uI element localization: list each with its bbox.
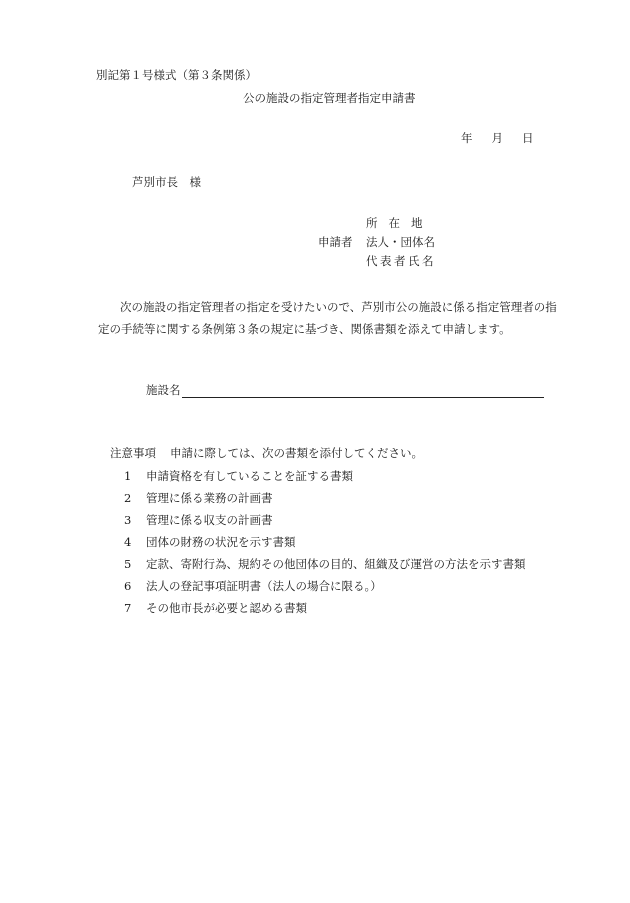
request-statement-line-1: 次の施設の指定管理者の指定を受けたいので、芦別市公の施設に係る指定管理者の指 bbox=[120, 300, 557, 314]
notes-intro: 申請に際しては、次の書類を添付してください。 bbox=[170, 446, 423, 460]
list-item: 7 その他市長が必要と認める書類 bbox=[124, 601, 307, 615]
list-item: 6 法人の登記事項証明書（法人の場合に限る。） bbox=[124, 579, 382, 593]
required-documents-list bbox=[110, 465, 526, 619]
list-item: 2 管理に係る業務の計画書 bbox=[124, 491, 273, 505]
list-item: 5 定款、寄附行為、規約その他団体の目的、組織及び運営の方法を示す書類 bbox=[124, 557, 526, 571]
applicant-lead-label: 申請者 bbox=[318, 234, 353, 249]
facility-name-field[interactable] bbox=[182, 383, 544, 398]
document-title: 公の施設の指定管理者指定申請書 bbox=[243, 91, 416, 105]
facility-name-row bbox=[146, 382, 544, 398]
applicant-address-row bbox=[318, 213, 436, 232]
addressee: 芦別市長 様 bbox=[132, 175, 201, 189]
address-label: 所在地 bbox=[366, 215, 434, 230]
list-item: 1 申請資格を有していることを証する書類 bbox=[124, 469, 353, 483]
date-day-label: 日 bbox=[522, 131, 534, 145]
list-item: 3 管理に係る収支の計画書 bbox=[124, 513, 273, 527]
representative-label: 代表者氏名 bbox=[366, 253, 436, 268]
applicant-block bbox=[318, 213, 436, 270]
list-item: 4 団体の財務の状況を示す書類 bbox=[124, 535, 296, 549]
applicant-representative-row bbox=[318, 251, 436, 270]
facility-name-label: 施設名 bbox=[146, 383, 181, 397]
date-line bbox=[461, 130, 534, 146]
request-statement-line-2: 定の手続等に関する条例第３条の規定に基づき、関係書類を添えて申請します。 bbox=[98, 322, 511, 336]
applicant-organization-row bbox=[318, 232, 436, 251]
organization-label: 法人・団体名 bbox=[366, 234, 435, 249]
notes-header bbox=[110, 445, 526, 461]
notes-heading: 注意事項 bbox=[110, 446, 156, 460]
notes-section bbox=[110, 445, 526, 619]
date-year-label: 年 bbox=[461, 131, 473, 145]
date-month-label: 月 bbox=[491, 131, 503, 145]
request-statement bbox=[96, 296, 596, 340]
form-number: 別記第１号様式（第３条関係） bbox=[96, 68, 257, 82]
